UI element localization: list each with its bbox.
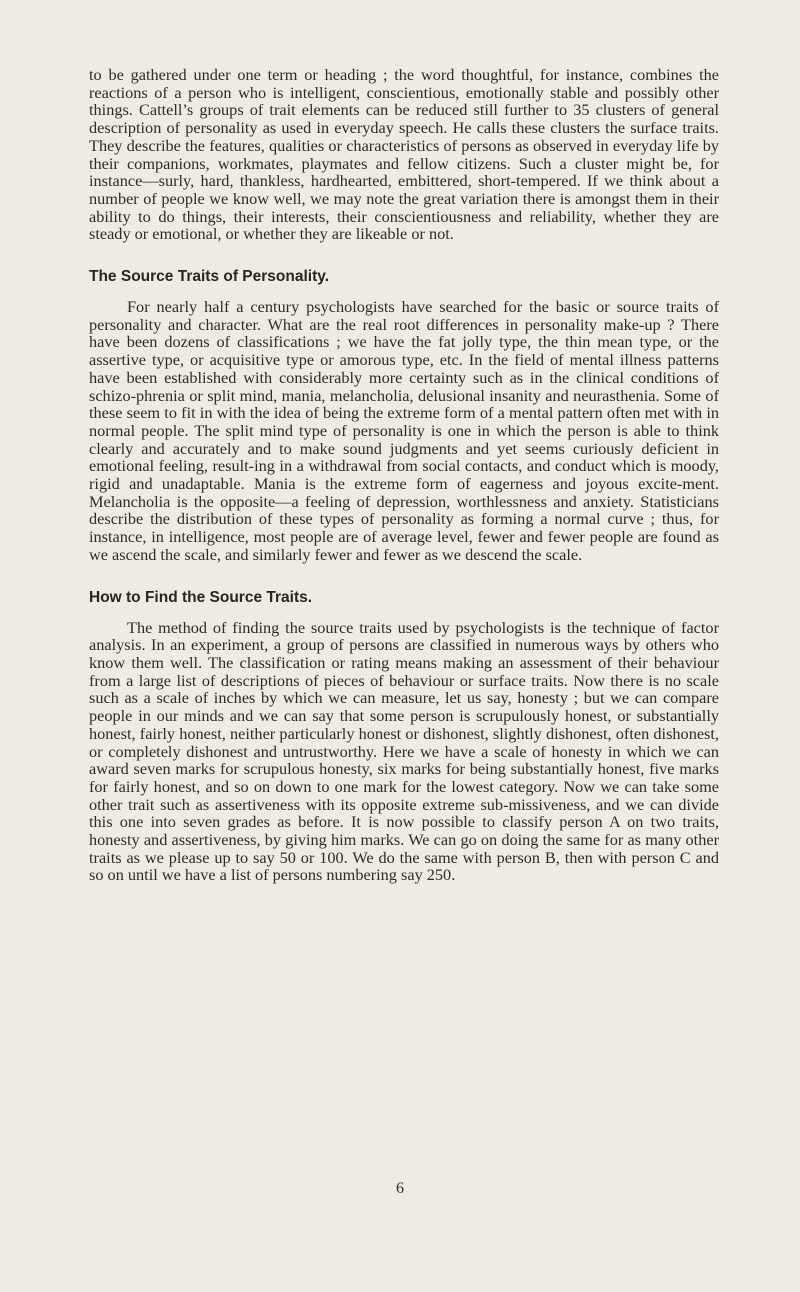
paragraph-source-traits: For nearly half a century psychologists have searched for the basic or source traits of personality and character. What are the real root differences in personality make-up ? There have been dozens of classifications ; we have the fat jolly type, the thin mean type, or the assertive type, or acquisitive type or amorous type, etc. In the field of mental illness patterns have been established with considerably more certainty such as in the clinical conditions of schizo-phrenia or split mind, mania, melancholia, delusional insanity and neurasthenia. Some of these seem to fit in with the idea of being the extreme form of a mental pattern often met with in normal people. The split mind type of personality is one in which the person is able to think clearly and accurately and to make sound judgments and yet seems curiously deficient in emotional feeling, result-ing in a withdrawal from social contacts, and conduct which is moody, rigid and unadaptable. Mania is the extreme form of eagerness and joyous excite-ment. Melancholia is the opposite—a feeling of depression, worthlessness and anxiety. Statisticians describe the distribution of these types of personality as forming a normal curve ; thus, for instance, in intelligence, most people are of average level, fewer and fewer people are found as we ascend the scale, and similarly fewer and fewer as we descend the scale. bbox=[89, 297, 719, 564]
paragraph-factor-analysis: The method of finding the source traits used by psychologists is the technique of factor analysis. In an experiment, a group of persons are classified in numerous ways by others who know them well. The classification or rating means making an assessment of their behaviour from a large list of descriptions of pieces of behaviour or surface traits. Now there is no scale such as a scale of inches by which we can measure, let us say, honesty ; but we can compare people in our minds and we can say that some person is scrupulously honest, or substantially honest, fairly honest, neither particularly honest or dishonest, slightly dishonest, often dishonest, or completely dishonest and untrustworthy. Here we have a scale of honesty in which we can award seven marks for scrupulous honesty, six marks for being substantially honest, five marks for fairly honest, and so on down to one mark for the lowest category. Now we can take some other trait such as assertiveness with its opposite extreme sub-missiveness, and we can divide this one into seven grades as before. It is now possible to classify person A on two traits, honesty and assertiveness, by giving him marks. We can go on doing the same for as many other traits as we please up to say 50 or 100. We do the same with person B, then with person C and so on until we have a list of persons numbering say 250. bbox=[89, 617, 719, 885]
page-number: 6 bbox=[396, 1180, 404, 1197]
heading-source-traits: The Source Traits of Personality. bbox=[89, 268, 330, 286]
heading-find-source-traits: How to Find the Source Traits. bbox=[89, 588, 313, 606]
document-page bbox=[89, 66, 719, 884]
paragraph-intro: to be gathered under one term or heading ; the word thoughtful, for instance, combines the reactions of a person who is intelligent, conscientious, emotionally stable and possibly other things. Cattell’s groups of trait elements can be reduced still further to 35 clusters of general description of personality as used in everyday speech. He calls these clusters the surface traits. They describe the features, qualities or characteristics of persons as observed in everyday life by their companions, workmates, playmates and fellow citizens. Such a cluster might be, for instance—surly, hard, thankless, hardhearted, embittered, short-tempered. If we think about a number of people we know well, we may note the great variation there is amongst them in their ability to do things, their interests, their conscientiousness and reliability, whether they are steady or emotional, or whether they are likeable or not. bbox=[89, 65, 719, 244]
